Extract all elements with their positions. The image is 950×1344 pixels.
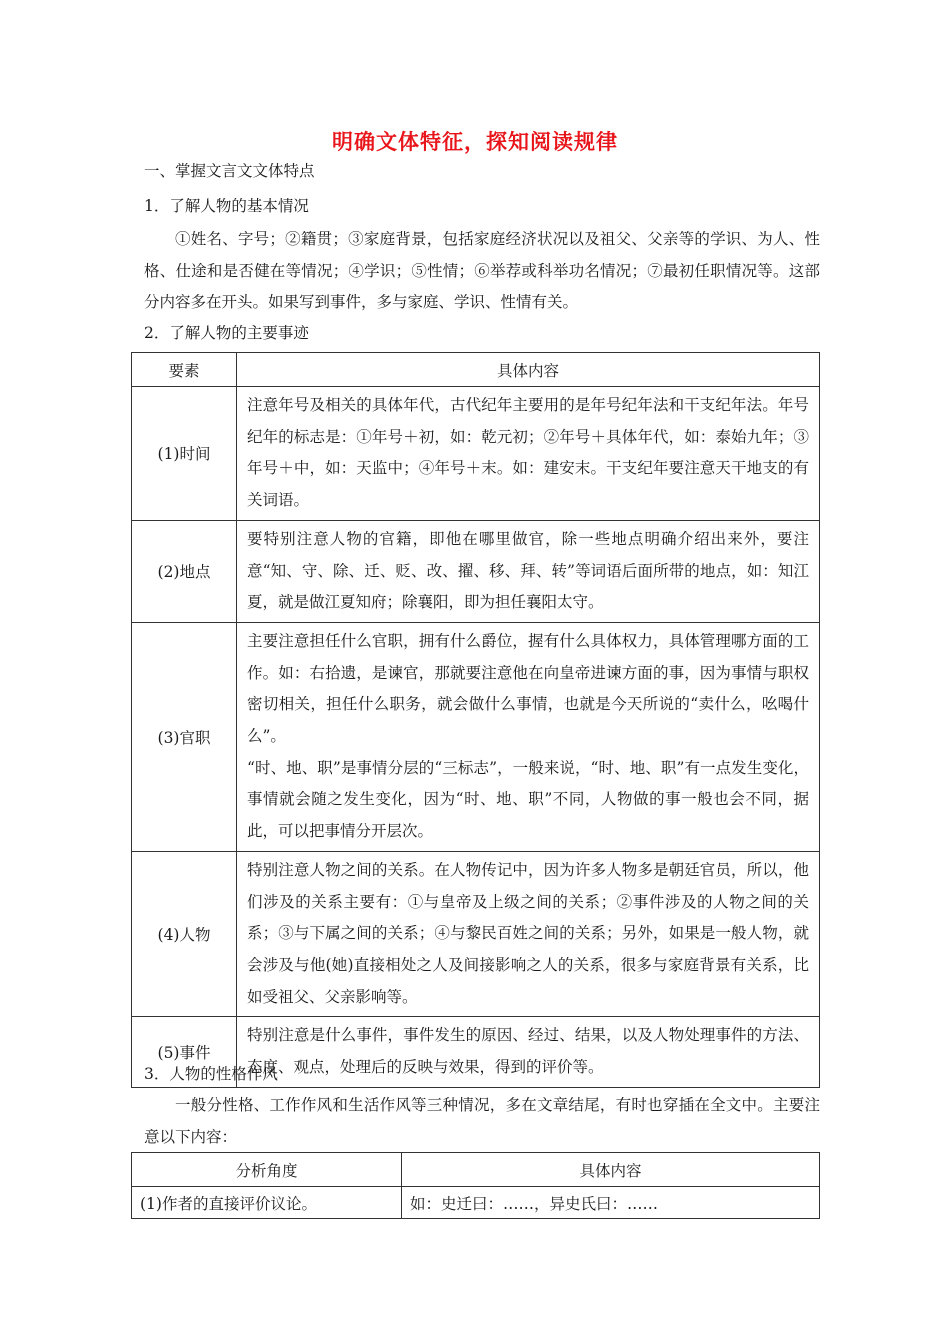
row-key: (2)地点 — [132, 520, 237, 622]
row-key: (3)官职 — [132, 622, 237, 851]
table-row — [132, 387, 820, 521]
row-key: (1)时间 — [132, 387, 237, 521]
row-value: 要特别注意人物的官籍，即他在哪里做官，除一些地点明确介绍出来外，要注意“知、守、除、迁、贬、改、擢、移、拜、转”等词语后面所带的地点，如：知江夏，就是做江夏知府；除襄阳，即为担任襄阳太守。 — [237, 520, 820, 622]
table-row — [132, 1187, 820, 1219]
item3-heading: 3．人物的性格作风 — [144, 1065, 278, 1083]
header-content: 具体内容 — [402, 1153, 820, 1187]
item1-heading: 1．了解人物的基本情况 — [144, 197, 309, 215]
row-value: 如：史迁曰：……，异史氏曰：…… — [402, 1187, 820, 1219]
row-value-note: “时、地、职”是事情分层的“三标志”，一般来说，“时、地、职”有一点发生变化，事情就会随之发生变化，因为“时、地、职”不同，人物做的事一般也会不同，据此，可以把事情分开层次。 — [247, 758, 809, 841]
row-key: (1)作者的直接评价议论。 — [132, 1187, 402, 1219]
events-table — [131, 352, 820, 1088]
row-value: 特别注意是什么事件，事件发生的原因、经过、结果，以及人物处理事件的方法、态度、观点，处理后的反映与效果，得到的评价等。 — [237, 1017, 820, 1087]
table-row — [132, 622, 820, 851]
row-value: 特别注意人物之间的关系。在人物传记中，因为许多人物多是朝廷官员，所以，他们涉及的关系主要有：①与皇帝及上级之间的关系；②事件涉及的人物之间的关系；③与下属之间的关系；④与黎民百姓之间的关系；另外，如果是一般人物，就会涉及与他(她)直接相处之人及间接影响之人的关系，很多与家庭背景有关系，比如受祖父、父亲影响等。 — [237, 851, 820, 1017]
header-element: 要素 — [132, 353, 237, 387]
item2-heading: 2．了解人物的主要事迹 — [144, 324, 309, 342]
table-header-row — [132, 1153, 820, 1187]
table-header-row — [132, 353, 820, 387]
row-key: (4)人物 — [132, 851, 237, 1017]
table-row — [132, 520, 820, 622]
row-value: 注意年号及相关的具体年代，古代纪年主要用的是年号纪年法和干支纪年法。年号纪年的标志是：①年号＋初，如：乾元初；②年号＋具体年代，如：泰始九年；③年号＋中，如：天监中；④年号＋末。如：建安末。干支纪年要注意天干地支的有关词语。 — [237, 387, 820, 521]
row-value: 主要注意担任什么官职，拥有什么爵位，握有什么具体权力，具体管理哪方面的工作。如：右拾遗，是谏官，那就要注意他在向皇帝进谏方面的事，因为事情与职权密切相关，担任什么职务，就会做什么事情，也就是今天所说的“卖什么，吆喝什么”。 — [247, 631, 809, 746]
item3-paragraph: 一般分性格、工作作风和生活作风等三种情况，多在文章结尾，有时也穿插在全文中。主要注意以下内容： — [144, 1096, 820, 1146]
row-value-group — [237, 622, 820, 851]
page-title: 明确文体特征，探知阅读规律 — [332, 129, 618, 154]
section-heading: 一、掌握文言文文体特点 — [144, 162, 315, 180]
character-table — [131, 1152, 820, 1219]
header-content: 具体内容 — [237, 353, 820, 387]
item1-paragraph: ①姓名、字号；②籍贯；③家庭背景，包括家庭经济状况以及祖父、父亲等的学识、为人、性格、仕途和是否健在等情况；④学识；⑤性情；⑥举荐或科举功名情况；⑦最初任职情况等。这部分内容多在开头。如果写到事件，多与家庭、学识、性情有关。 — [144, 230, 820, 311]
header-angle: 分析角度 — [132, 1153, 402, 1187]
row-key: (5)事件 — [132, 1017, 237, 1087]
table-row — [132, 851, 820, 1017]
